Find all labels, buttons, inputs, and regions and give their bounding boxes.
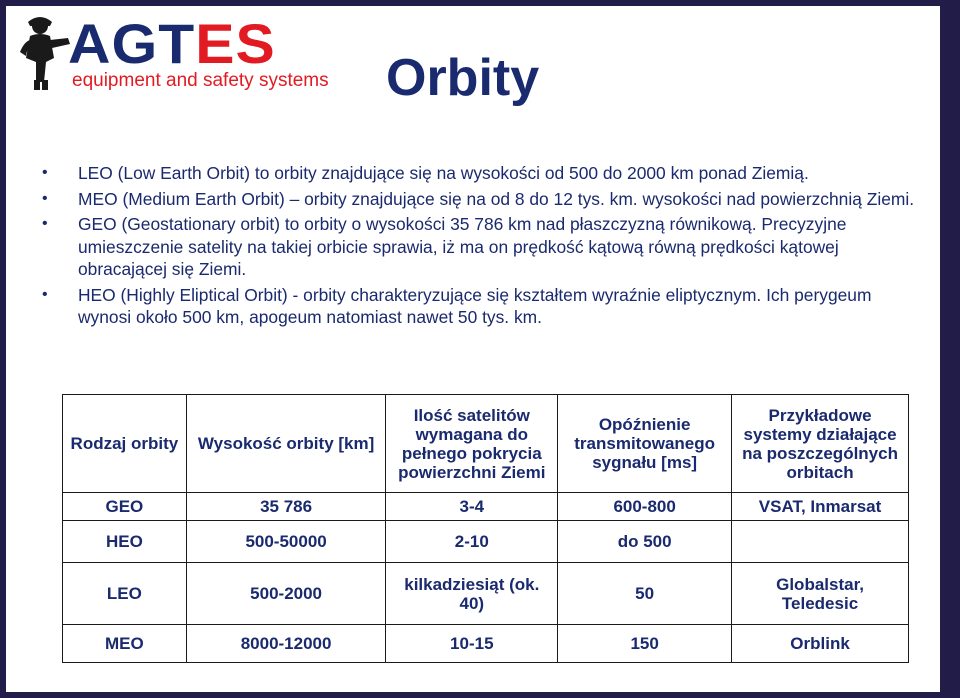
table-header-row <box>63 395 909 493</box>
cell-orbit-altitude: 35 786 <box>186 493 386 521</box>
table-row <box>63 563 909 625</box>
logo-tagline: equipment and safety systems <box>72 70 329 91</box>
cell-orbit-altitude: 500-50000 <box>186 521 386 563</box>
cell-orbit-altitude: 8000-12000 <box>186 625 386 663</box>
header-orbit-type: Rodzaj orbity <box>63 395 187 493</box>
cell-orbit-type: LEO <box>63 563 187 625</box>
cell-satellite-count: 2-10 <box>386 521 558 563</box>
header-orbit-altitude: Wysokość orbity [km] <box>186 395 386 493</box>
cell-orbit-type: HEO <box>63 521 187 563</box>
cell-example-systems: Globalstar, Teledesic <box>732 563 909 625</box>
header-signal-delay: Opóźnienie transmitowanego sygnału [ms] <box>558 395 732 493</box>
company-logo <box>16 12 356 94</box>
bullet-geo: • GEO (Geostationary orbit) to orbity o wysokości 35 786 km nad płaszczyzną równikową. Precyzyjne umieszczenie satelity na takiej orbicie sprawia, iż ma on prędkość kątową równą prędkości kątowej obracającej się Ziemi. <box>42 213 922 281</box>
bullet-list <box>42 162 922 332</box>
cell-orbit-type: GEO <box>63 493 187 521</box>
cell-example-systems: Orblink <box>732 625 909 663</box>
cell-signal-delay: 600-800 <box>558 493 732 521</box>
table-row <box>63 625 909 663</box>
bullet-heo: • HEO (Highly Eliptical Orbit) - orbity charakteryzujące się kształtem wyraźnie eliptycznym. Ich perygeum wynosi około 500 km, apogeum natomiast nawet 50 tys. km. <box>42 284 922 329</box>
bullet-meo: • MEO (Medium Earth Orbit) – orbity znajdujące się na od 8 do 12 tys. km. wysokości nad powierzchnią Ziemi. <box>42 188 922 211</box>
cell-satellite-count: 10-15 <box>386 625 558 663</box>
cell-satellite-count: kilkadziesiąt (ok. 40) <box>386 563 558 625</box>
cell-orbit-type: MEO <box>63 625 187 663</box>
bullet-leo: • LEO (Low Earth Orbit) to orbity znajdujące się na wysokości od 500 do 2000 km ponad Ziemią. <box>42 162 922 185</box>
orbit-comparison-table <box>62 394 909 663</box>
slide-title: Orbity <box>386 49 540 107</box>
header-satellite-count: Ilość satelitów wymagana do pełnego pokrycia powierzchni Ziemi <box>386 395 558 493</box>
logo-wordmark-part1: AGT <box>68 12 196 75</box>
cell-satellite-count: 3-4 <box>386 493 558 521</box>
logo-wordmark <box>68 14 276 74</box>
header-example-systems: Przykładowe systemy działające na poszczególnych orbitach <box>732 395 909 493</box>
slide <box>6 6 940 692</box>
logo-wordmark-part2: ES <box>195 12 276 75</box>
cell-example-systems: VSAT, Inmarsat <box>732 493 909 521</box>
firefighter-silhouette-icon <box>16 12 74 92</box>
table-row <box>63 521 909 563</box>
cell-signal-delay: 50 <box>558 563 732 625</box>
cell-orbit-altitude: 500-2000 <box>186 563 386 625</box>
cell-signal-delay: do 500 <box>558 521 732 563</box>
table-row <box>63 493 909 521</box>
cell-signal-delay: 150 <box>558 625 732 663</box>
cell-example-systems <box>732 521 909 563</box>
